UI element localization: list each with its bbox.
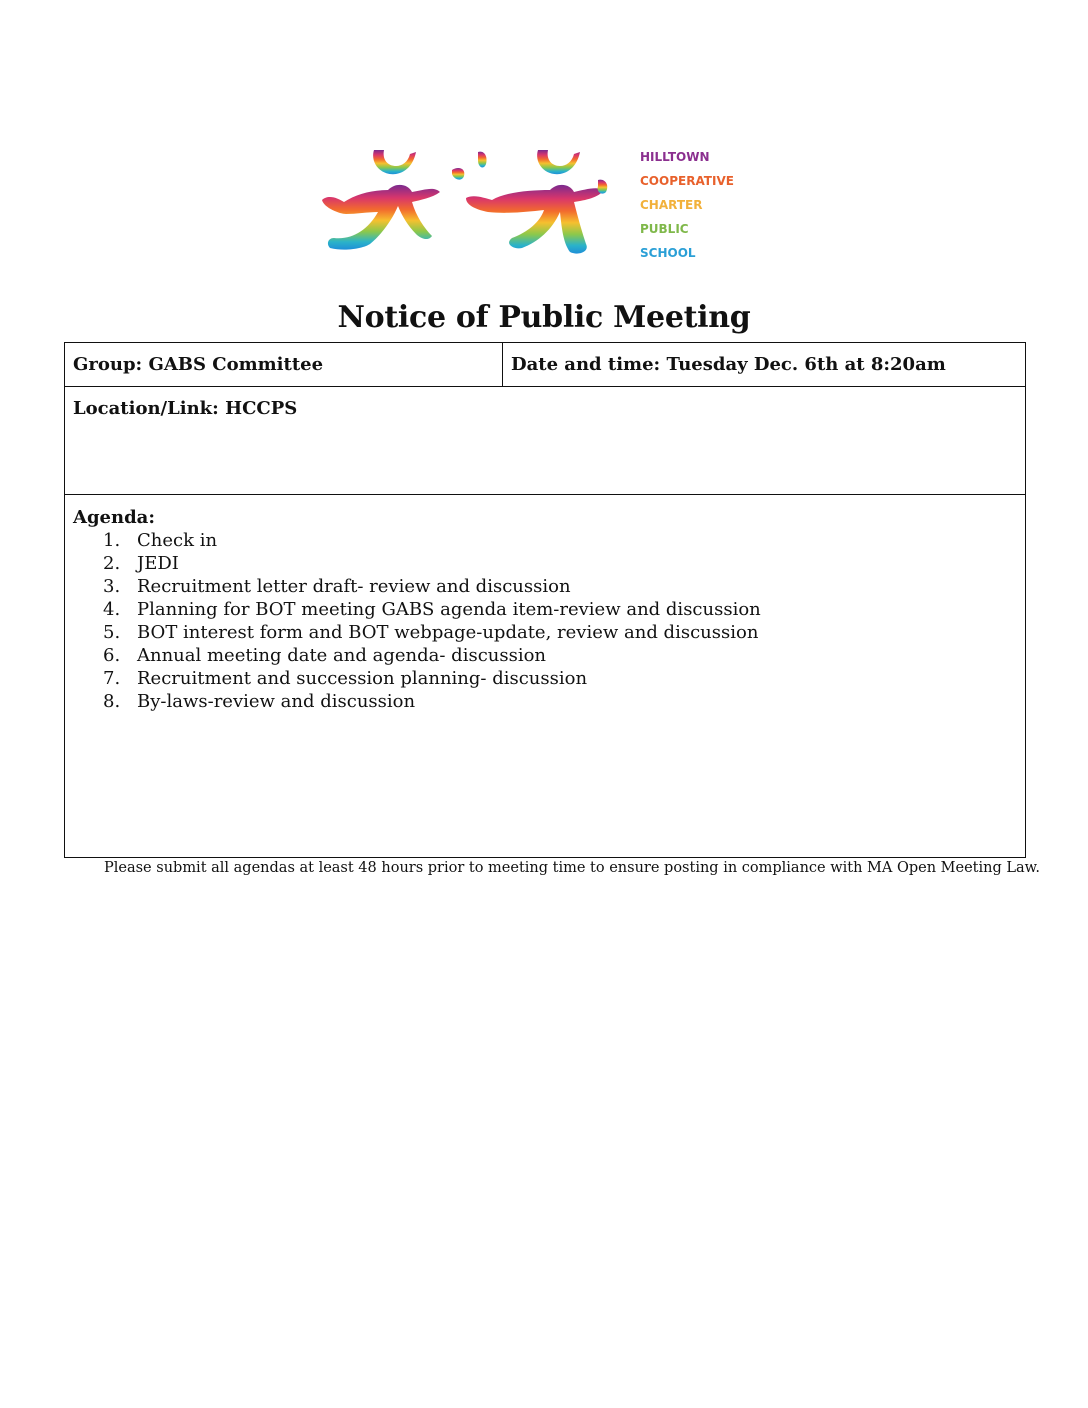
logo-wordmark [640,145,776,265]
school-logo [316,140,776,265]
agenda-item-number: 7. [103,668,121,689]
submission-footnote: Please submit all agendas at least 48 hours prior to meeting time to ensure posting in compliance with MA Open Meeting Law. [104,860,1040,876]
agenda-heading: Agenda: [73,507,155,528]
agenda-item-text: Planning for BOT meeting GABS agenda item-review and discussion [137,599,761,620]
group-cell [65,343,503,386]
agenda-section [65,495,1025,857]
agenda-item-number: 6. [103,645,121,666]
agenda-item-text: Check in [137,530,218,551]
location-text: Location/Link: HCCPS [73,398,298,419]
date-time-cell [503,343,1025,386]
agenda-item-number: 3. [103,576,121,597]
date-time-text: Date and time: Tuesday Dec. 6th at 8:20am [511,354,946,375]
agenda-item-text: JEDI [137,553,179,574]
logo-line-charter: CHARTER [640,198,703,212]
agenda-item-number: 1. [103,530,121,551]
logo-line-hilltown: HILLTOWN [640,150,710,164]
logo-line-public: PUBLIC [640,222,689,236]
group-text: Group: GABS Committee [73,354,324,375]
logo-figures-graphic [316,140,616,265]
location-row [65,387,1025,495]
page-title: Notice of Public Meeting [337,300,751,335]
agenda-item-number: 5. [103,622,121,643]
agenda-item-text: Recruitment letter draft- review and discussion [137,576,571,597]
group-date-row [65,343,1025,387]
agenda-item-text: BOT interest form and BOT webpage-update, review and discussion [137,622,759,643]
agenda-item-number: 2. [103,553,121,574]
agenda-item-text: By-laws-review and discussion [137,691,416,712]
agenda-item-number: 8. [103,691,121,712]
meeting-info-table [64,342,1026,858]
logo-line-school: SCHOOL [640,246,696,260]
agenda-item-text: Annual meeting date and agenda- discussion [137,645,547,666]
agenda-item-text: Recruitment and succession planning- discussion [137,668,588,689]
agenda-item-number: 4. [103,599,121,620]
logo-line-cooperative: COOPERATIVE [640,174,734,188]
